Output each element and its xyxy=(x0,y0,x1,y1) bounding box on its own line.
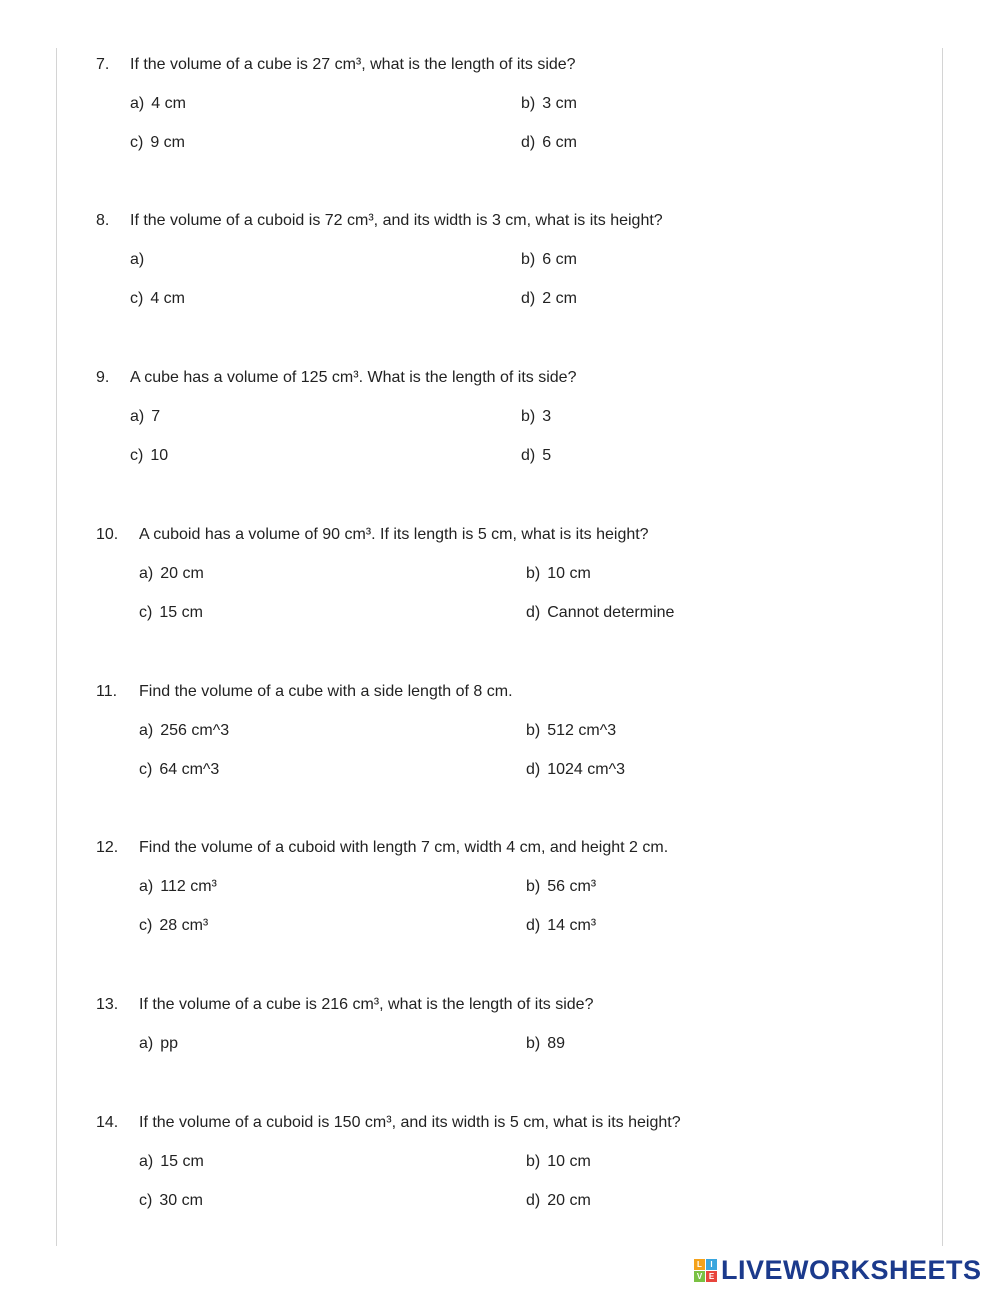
option-text: 56 cm³ xyxy=(547,878,597,895)
option-text: 5 xyxy=(542,447,552,464)
option-a[interactable] xyxy=(130,94,186,114)
option-letter: b) xyxy=(521,408,536,425)
option-d[interactable] xyxy=(521,446,551,466)
question-text: Find the volume of a cuboid with length 7 cm, width 4 cm, and height 2 cm. xyxy=(139,839,669,856)
option-text: 9 cm xyxy=(150,134,185,151)
logo-mark-letter: V xyxy=(694,1271,705,1282)
option-b[interactable] xyxy=(521,250,577,270)
question-number: 14. xyxy=(96,1114,119,1131)
option-b[interactable] xyxy=(526,877,596,897)
option-a[interactable] xyxy=(139,877,217,897)
option-text: Cannot determine xyxy=(547,604,675,621)
option-a[interactable] xyxy=(130,407,160,427)
question-text: Find the volume of a cube with a side length of 8 cm. xyxy=(139,683,513,700)
question-14 xyxy=(96,1113,936,1209)
option-text: 512 cm^3 xyxy=(547,722,617,739)
option-letter: a) xyxy=(139,1153,154,1170)
question-text: A cuboid has a volume of 90 cm³. If its length is 5 cm, what is its height? xyxy=(139,526,649,543)
option-b[interactable] xyxy=(526,1034,565,1054)
option-a[interactable] xyxy=(139,564,204,584)
question-number: 12. xyxy=(96,839,119,856)
option-a[interactable] xyxy=(130,250,151,270)
option-c[interactable] xyxy=(130,446,168,466)
option-letter: a) xyxy=(130,95,145,112)
option-a[interactable] xyxy=(139,1152,204,1172)
option-text: 20 cm xyxy=(547,1192,591,1209)
question-number: 13. xyxy=(96,996,119,1013)
option-letter: a) xyxy=(139,722,154,739)
option-letter: c) xyxy=(130,447,144,464)
option-text: 6 cm xyxy=(542,251,577,268)
option-text: 256 cm^3 xyxy=(160,722,230,739)
option-c[interactable] xyxy=(139,603,203,623)
question-7 xyxy=(96,55,936,151)
option-letter: b) xyxy=(526,565,541,582)
question-9 xyxy=(96,368,936,464)
option-letter: a) xyxy=(139,1035,154,1052)
option-text: 20 cm xyxy=(160,565,204,582)
option-letter: a) xyxy=(130,408,145,425)
option-letter: b) xyxy=(526,1035,541,1052)
option-letter: d) xyxy=(521,447,536,464)
option-letter: d) xyxy=(526,761,541,778)
option-letter: b) xyxy=(526,878,541,895)
question-12 xyxy=(96,838,936,934)
option-text: 1024 cm^3 xyxy=(547,761,626,778)
option-c[interactable] xyxy=(139,916,208,936)
question-number: 8. xyxy=(96,212,110,229)
option-letter: d) xyxy=(521,134,536,151)
question-8 xyxy=(96,211,936,307)
liveworksheets-logo-mark-icon xyxy=(694,1259,717,1282)
option-d[interactable] xyxy=(526,1191,591,1211)
option-text: 14 cm³ xyxy=(547,917,597,934)
option-c[interactable] xyxy=(139,1191,203,1211)
option-text: 3 xyxy=(542,408,552,425)
option-text: 10 cm xyxy=(547,565,591,582)
option-text: 10 cm xyxy=(547,1153,591,1170)
option-c[interactable] xyxy=(130,133,185,153)
question-number: 9. xyxy=(96,369,110,386)
option-text: 10 xyxy=(150,447,169,464)
option-a[interactable] xyxy=(139,1034,178,1054)
question-number: 7. xyxy=(96,56,110,73)
question-text: If the volume of a cuboid is 150 cm³, and its width is 5 cm, what is its height? xyxy=(139,1114,681,1131)
option-letter: d) xyxy=(526,1192,541,1209)
question-13 xyxy=(96,995,936,1052)
option-letter: c) xyxy=(139,604,153,621)
option-text: 89 xyxy=(547,1035,566,1052)
option-letter: c) xyxy=(130,134,144,151)
option-letter: d) xyxy=(526,604,541,621)
option-letter: b) xyxy=(521,251,536,268)
question-11 xyxy=(96,682,936,778)
logo-text: LIVEWORKSHEETS xyxy=(721,1255,982,1285)
option-letter: d) xyxy=(526,917,541,934)
question-text: If the volume of a cuboid is 72 cm³, and its width is 3 cm, what is its height? xyxy=(130,212,663,229)
option-letter: c) xyxy=(139,761,153,778)
option-letter: b) xyxy=(521,95,536,112)
option-b[interactable] xyxy=(521,407,551,427)
option-letter: b) xyxy=(526,1153,541,1170)
option-letter: c) xyxy=(130,290,144,307)
option-text: pp xyxy=(160,1035,179,1052)
logo-mark-letter: E xyxy=(706,1271,717,1282)
left-margin-line xyxy=(56,48,57,1246)
option-text: 4 cm xyxy=(150,290,185,307)
liveworksheets-logo[interactable] xyxy=(694,1256,982,1284)
option-letter: c) xyxy=(139,1192,153,1209)
option-text: 30 cm xyxy=(159,1192,203,1209)
option-b[interactable] xyxy=(526,1152,591,1172)
logo-mark-letter: I xyxy=(706,1259,717,1270)
question-number: 11. xyxy=(96,683,118,700)
option-text: 4 cm xyxy=(151,95,186,112)
option-text: 7 xyxy=(151,408,161,425)
option-letter: b) xyxy=(526,722,541,739)
option-text: 64 cm^3 xyxy=(159,761,220,778)
question-number: 10. xyxy=(96,526,119,543)
option-letter: c) xyxy=(139,917,153,934)
option-letter: a) xyxy=(130,251,145,268)
option-text: 15 cm xyxy=(160,1153,204,1170)
option-b[interactable] xyxy=(526,564,591,584)
option-text: 15 cm xyxy=(159,604,203,621)
option-text: 3 cm xyxy=(542,95,577,112)
option-letter: a) xyxy=(139,565,154,582)
question-text: If the volume of a cube is 27 cm³, what is the length of its side? xyxy=(130,56,576,73)
option-text: 112 cm³ xyxy=(160,878,217,895)
option-d[interactable] xyxy=(526,916,596,936)
option-c[interactable] xyxy=(139,760,219,780)
question-10 xyxy=(96,525,936,621)
option-text: 28 cm³ xyxy=(159,917,209,934)
option-b[interactable] xyxy=(521,94,577,114)
logo-mark-letter: L xyxy=(694,1259,705,1270)
option-text: 6 cm xyxy=(542,134,577,151)
option-d[interactable] xyxy=(526,760,625,780)
option-d[interactable] xyxy=(521,289,577,309)
right-margin-line xyxy=(942,48,943,1246)
option-text: 2 cm xyxy=(542,290,577,307)
option-d[interactable] xyxy=(521,133,577,153)
option-letter: d) xyxy=(521,290,536,307)
option-b[interactable] xyxy=(526,721,616,741)
question-text: If the volume of a cube is 216 cm³, what is the length of its side? xyxy=(139,996,594,1013)
question-text: A cube has a volume of 125 cm³. What is the length of its side? xyxy=(130,369,577,386)
option-a[interactable] xyxy=(139,721,229,741)
option-letter: a) xyxy=(139,878,154,895)
option-c[interactable] xyxy=(130,289,185,309)
option-d[interactable] xyxy=(526,603,674,623)
